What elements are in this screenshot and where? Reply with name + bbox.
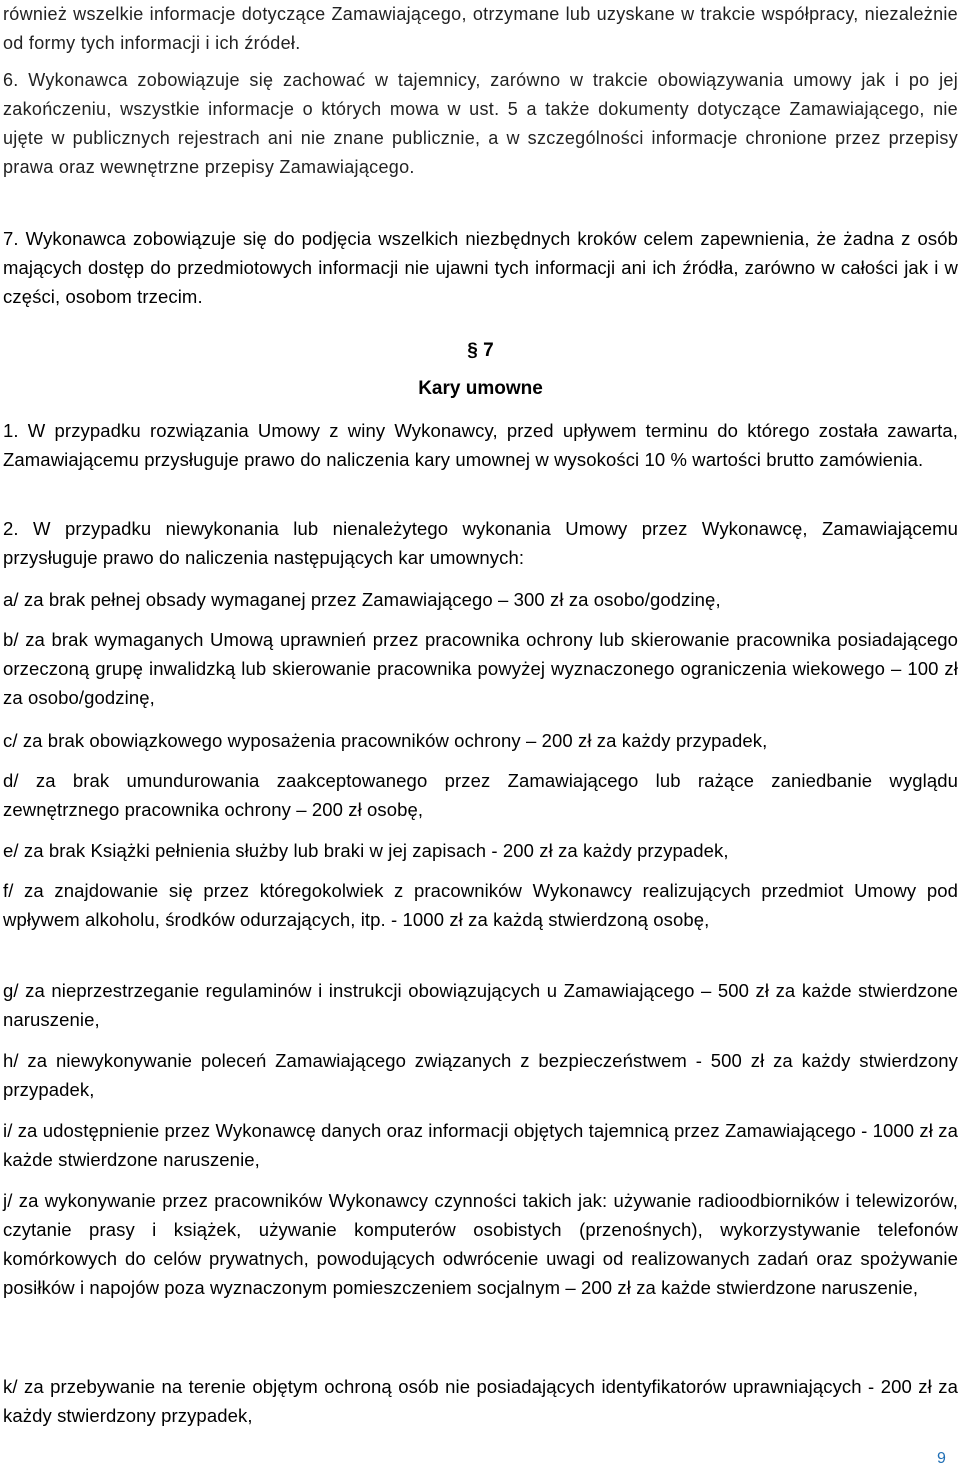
clause-c: c/ za brak obowiązkowego wyposażenia pracowników ochrony – 200 zł za każdy przypadek, [3, 730, 768, 751]
clause-k: k/ za przebywanie na terenie objętym ochroną osób nie posiadających identyfikatorów uprawniających - 200 zł za każdy stwierdzony przypadek, [3, 1376, 958, 1426]
clause-i: i/ za udostępnienie przez Wykonawcę danych oraz informacji objętych tajemnicą przez Zamawiającego - 1000 zł za każde stwierdzone naruszenie, [3, 1120, 958, 1170]
page-number: 9 [937, 1450, 946, 1467]
clause-g: g/ za nieprzestrzeganie regulaminów i instrukcji obowiązujących u Zamawiającego – 500 zł za każde stwierdzone naruszenie, [3, 980, 958, 1030]
clause-b: b/ za brak wymaganych Umową uprawnień przez pracownika ochrony lub skierowanie pracownika posiadającego orzeczoną grupę inwalidzką lub skierowanie pracownika powyżej wyznaczonego ograniczenia wiekowego – 100 zł za osobo/godzinę, [3, 629, 958, 708]
section-number: § 7 [467, 340, 494, 361]
clause-f: f/ za znajdowanie się przez któregokolwiek z pracowników Wykonawcy realizujących przedmiot Umowy pod wpływem alkoholu, środków odurzających, itp. - 1000 zł za każdą stwierdzoną osobę, [3, 880, 958, 930]
clause-j: j/ za wykonywanie przez pracowników Wykonawcy czynności takich jak: używanie radioodbiorników i telewizorów, czytanie prasy i książek, używanie komputerów osobistych (przenośnych), wykorzystywanie telefonów komórkowych do celów prywatnych, powodujących odwrócenie uwagi od realizowanych zadań oraz spożywanie posiłków i napojów poza wyznaczonym pomieszczeniem socjalnym – 200 zł za każde stwierdzone naruszenie, [3, 1190, 958, 1298]
clause-2: 2. W przypadku niewykonania lub nienależytego wykonania Umowy przez Wykonawcę, Zamawiającemu przysługuje prawo do naliczenia następujących kar umownych: [3, 518, 958, 568]
section-title: Kary umowne [418, 378, 543, 399]
paragraph-6-confidentiality: 6. Wykonawca zobowiązuje się zachować w tajemnicy, zarówno w trakcie obowiązywania umowy jak i po jej zakończeniu, wszystkie informacje o których mowa w ust. 5 a także dokumenty dotyczące Zamawiającego, nie ujęte w publicznych rejestrach ani nie znane publicznie, a w szczególności informacje chronione przez przepisy prawa oraz wewnętrzne przepisy Zamawiającego. [3, 70, 958, 177]
clause-1: 1. W przypadku rozwiązania Umowy z winy Wykonawcy, przed upływem terminu do którego została zawarta, Zamawiającemu przysługuje prawo do naliczenia kary umownej w wysokości 10 % wartości brutto zamówienia. [3, 420, 958, 470]
clause-h: h/ za niewykonywanie poleceń Zamawiającego związanych z bezpieczeństwem - 500 zł za każdy stwierdzony przypadek, [3, 1050, 958, 1100]
clause-d: d/ za brak umundurowania zaakceptowanego przez Zamawiającego lub rażące zaniedbanie wyglądu zewnętrznego pracownika ochrony – 200 zł osobę, [3, 770, 958, 820]
paragraph-7-protection: 7. Wykonawca zobowiązuje się do podjęcia wszelkich niezbędnych kroków celem zapewnienia, że żadna z osób mających dostęp do przedmiotowych informacji nie ujawni tych informacji ani ich źródła, zarówno w całości jak i w części, osobom trzecim. [3, 228, 958, 307]
paragraph-confidential-info: również wszelkie informacje dotyczące Zamawiającego, otrzymane lub uzyskane w trakcie współpracy, niezależnie od formy tych informacji i ich źródeł. [3, 4, 958, 53]
clause-e: e/ za brak Książki pełnienia służby lub braki w jej zapisach - 200 zł za każdy przypadek, [3, 840, 729, 861]
clause-a: a/ za brak pełnej obsady wymaganej przez Zamawiającego – 300 zł za osobo/godzinę, [3, 589, 721, 610]
